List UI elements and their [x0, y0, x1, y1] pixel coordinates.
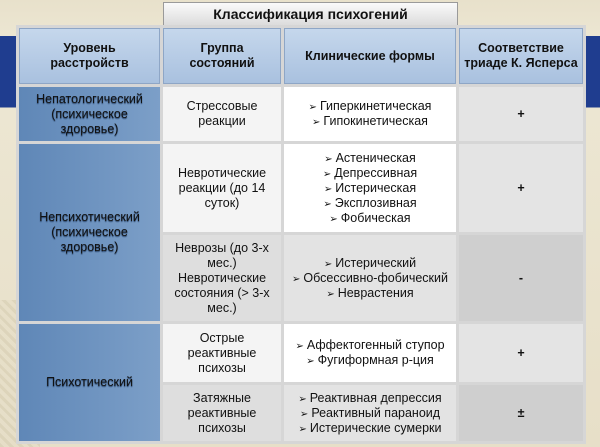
clinical-form-label: Реактивная депрессия	[309, 390, 442, 405]
clinical-form-item	[287, 114, 453, 129]
clinical-form-label: Гипокинетическая	[323, 114, 428, 128]
clinical-form-label: Фобическая	[340, 210, 411, 225]
arrow-bullet-icon: ➢	[299, 408, 309, 420]
arrow-bullet-icon: ➢	[323, 198, 332, 210]
level-cell: Непатологический (психическое здоровье)	[19, 87, 160, 141]
clinical-form-label: Истерическая	[335, 180, 417, 195]
arrow-bullet-icon: ➢	[298, 423, 307, 435]
clinical-form-item	[287, 256, 453, 271]
clinical-form-label: Истерические сумерки	[309, 420, 442, 435]
arrow-bullet-icon: ➢	[323, 258, 333, 270]
clinical-form-label: Астеническая	[335, 150, 416, 165]
classification-table	[16, 25, 586, 444]
clinical-form-item	[287, 421, 453, 436]
header-forms: Клинические формы	[284, 28, 456, 84]
group-cell: Острые реактивные психозы	[163, 324, 281, 382]
arrow-bullet-icon: ➢	[323, 183, 333, 195]
forms-cell	[284, 87, 456, 141]
header-level: Уровень расстройств	[19, 28, 160, 84]
arrow-bullet-icon: ➢	[298, 393, 307, 405]
clinical-form-item	[287, 181, 453, 196]
clinical-form-label: Обсессивно-фобический	[303, 270, 448, 285]
group-cell: Затяжные реактивные психозы	[163, 385, 281, 441]
clinical-form-label: Истерический	[335, 255, 417, 270]
page-title: Классификация психогений	[163, 2, 458, 26]
table-row	[19, 324, 583, 382]
arrow-bullet-icon: ➢	[306, 356, 315, 367]
header-jaspers: Соответствие триаде К. Ясперса	[459, 28, 583, 84]
jaspers-mark: +	[459, 144, 583, 232]
arrow-bullet-icon: ➢	[322, 168, 332, 180]
jaspers-mark: -	[459, 235, 583, 321]
clinical-form-item	[287, 271, 453, 286]
forms-cell	[284, 235, 456, 321]
arrow-bullet-icon: ➢	[326, 288, 335, 300]
clinical-form-label: Эксплозивная	[334, 195, 417, 210]
arrow-bullet-icon: ➢	[312, 117, 321, 128]
table-row	[19, 87, 583, 141]
forms-cell	[284, 324, 456, 382]
level-cell: Психотический	[19, 324, 160, 441]
header-group: Группа состояний	[163, 28, 281, 84]
clinical-form-item	[287, 151, 453, 166]
clinical-form-item	[287, 391, 453, 406]
clinical-form-item	[287, 99, 453, 114]
arrow-bullet-icon: ➢	[329, 213, 338, 225]
forms-cell	[284, 385, 456, 441]
clinical-form-item	[287, 196, 453, 211]
clinical-form-item	[287, 406, 453, 421]
table-row	[19, 144, 583, 232]
arrow-bullet-icon: ➢	[308, 102, 317, 113]
clinical-form-item	[287, 286, 453, 301]
jaspers-mark: +	[459, 324, 583, 382]
group-cell: Неврозы (до 3-х мес.) Невротические состояния (> 3-х мес.)	[163, 235, 281, 321]
arrow-bullet-icon: ➢	[291, 273, 301, 285]
clinical-form-label: Гиперкинетическая	[319, 99, 432, 113]
clinical-form-label: Реактивный параноид	[311, 405, 441, 420]
jaspers-mark: +	[459, 87, 583, 141]
clinical-form-item	[287, 211, 453, 226]
arrow-bullet-icon: ➢	[324, 153, 333, 165]
forms-cell	[284, 144, 456, 232]
level-cell: Непсихотический (психическое здоровье)	[19, 144, 160, 321]
table-header-row	[19, 28, 583, 84]
clinical-form-label: Аффектогенный ступор	[306, 338, 445, 352]
clinical-form-label: Депрессивная	[334, 165, 418, 180]
clinical-form-label: Неврастения	[337, 285, 414, 300]
clinical-form-item	[287, 166, 453, 181]
clinical-form-label: Фугиформная р-ция	[317, 353, 434, 367]
clinical-form-item	[287, 353, 453, 368]
group-cell: Невротические реакции (до 14 суток)	[163, 144, 281, 232]
jaspers-mark: ±	[459, 385, 583, 441]
clinical-form-item	[287, 338, 453, 353]
group-cell: Стрессовые реакции	[163, 87, 281, 141]
arrow-bullet-icon: ➢	[295, 341, 304, 352]
